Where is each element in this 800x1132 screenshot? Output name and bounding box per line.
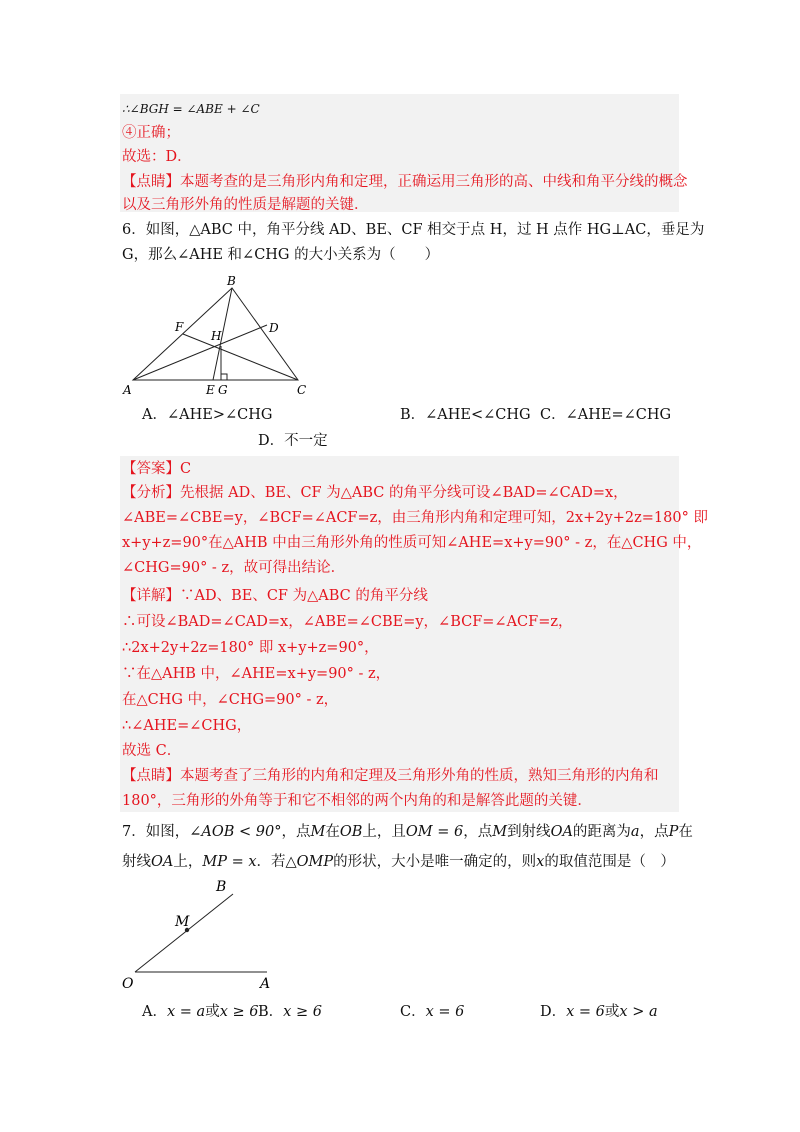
analysis-text: 先根据 AD、BE、CF 为△ABC 的角平分线可设∠BAD=∠CAD=x， xyxy=(180,485,628,501)
text: 射线 xyxy=(122,854,151,870)
q6-option-b: B．∠AHE<∠CHG xyxy=(400,407,531,423)
q6-answer xyxy=(122,459,191,479)
label-M: M xyxy=(175,914,190,930)
label-B: B xyxy=(216,879,227,895)
q6-comment-2: 180°，三角形的外角等于和它不相邻的两个内角的和是解答此题的关键． xyxy=(122,793,592,809)
q7-stem-2 xyxy=(122,852,675,872)
label-E: E xyxy=(206,383,215,397)
detail-text: ∵AD、BE、CF 为△ABC 的角平分线 xyxy=(180,588,428,604)
math: a xyxy=(630,824,640,840)
q6-stem-1: 6．如图，△ABC 中，角平分线 AD、BE、CF 相交于点 H，过 H 点作 HG⊥AC，垂足为 xyxy=(122,222,705,238)
math: x ≥ 6 xyxy=(283,1004,322,1020)
label-D: D xyxy=(269,321,279,335)
q6-analysis-4: ∠CHG=90° - z，故可得出结论． xyxy=(122,560,346,576)
q6-detail-1 xyxy=(122,586,428,606)
math: x = 6 xyxy=(566,1004,605,1020)
prev-comment-2: 以及三角形外角的性质是解题的关键． xyxy=(122,197,369,213)
math: OA xyxy=(550,824,573,840)
label-A: A xyxy=(123,383,132,397)
prev-comment-1 xyxy=(122,172,688,192)
q6-comment-1 xyxy=(122,766,659,786)
math: OM = 6 xyxy=(405,824,464,840)
detail-label: 【详解】 xyxy=(122,588,180,604)
label-O: O xyxy=(122,976,134,992)
math: M xyxy=(310,824,326,840)
q6-detail-6: ∴∠AHE=∠CHG， xyxy=(122,718,252,734)
q7-option-c xyxy=(400,1002,464,1022)
math: x = a xyxy=(166,1004,206,1020)
text: 的形状，大小是唯一确定的，则 xyxy=(333,854,537,870)
q7-option-b xyxy=(258,1002,322,1022)
label-H: H xyxy=(211,329,222,343)
prev-math-line: ∴∠BGH = ∠ABE + ∠C xyxy=(122,102,260,116)
comment-text: 本题考查了三角形的内角和定理及三角形外角的性质，熟知三角形的内角和 xyxy=(180,768,659,784)
math: x xyxy=(536,854,545,870)
text: C． xyxy=(400,1004,426,1020)
math: M xyxy=(492,824,508,840)
label-F: F xyxy=(175,320,184,334)
q7-stem-1 xyxy=(122,822,693,842)
q6-detail-4: ∵在△AHB 中，∠AHE=x+y=90° - z， xyxy=(122,666,391,682)
text: ，点 xyxy=(463,824,493,840)
analysis-label: 【分析】 xyxy=(122,485,180,501)
q6-analysis-1 xyxy=(122,483,628,503)
q6-option-d: D．不一定 xyxy=(258,433,328,449)
answer-label: 【答案】 xyxy=(122,461,180,477)
math: △OMP xyxy=(285,854,334,870)
text: 到射线 xyxy=(507,824,551,840)
text: 或 xyxy=(205,1004,220,1020)
math: P xyxy=(668,824,679,840)
text: 上， xyxy=(173,854,203,870)
text: 的取值范围是（ ） xyxy=(544,854,675,870)
text: ，点 xyxy=(281,824,311,840)
q6-figure xyxy=(120,272,320,402)
prev-line-4: ④正确； xyxy=(122,125,180,141)
q7-option-a xyxy=(142,1002,258,1022)
label-A: A xyxy=(260,976,271,992)
text: ．若 xyxy=(256,854,286,870)
q6-stem-2: G，那么∠AHE 和∠CHG 的大小关系为（ ） xyxy=(122,247,440,263)
prev-choose: 故选：D． xyxy=(122,149,192,165)
q6-detail-5: 在△CHG 中，∠CHG=90° - z， xyxy=(122,692,339,708)
label-B: B xyxy=(227,274,236,288)
q6-detail-2: ∴可设∠BAD=∠CAD=x，∠ABE=∠CBE=y，∠BCF=∠ACF=z， xyxy=(122,614,573,630)
text: 在 xyxy=(678,824,693,840)
q7-figure xyxy=(115,874,285,994)
math: OA xyxy=(151,854,174,870)
math: OB xyxy=(339,824,363,840)
text: 上，且 xyxy=(362,824,406,840)
text: ，点 xyxy=(639,824,669,840)
text: 或 xyxy=(604,1004,620,1020)
math: x = 6 xyxy=(425,1004,465,1020)
text: A． xyxy=(142,1004,167,1020)
text: B． xyxy=(258,1004,284,1020)
text: 在 xyxy=(325,824,340,840)
comment-label: 【点睛】 xyxy=(122,768,180,784)
text: D． xyxy=(540,1004,567,1020)
label-C: C xyxy=(297,383,307,397)
text: 7．如图， xyxy=(122,824,190,840)
q6-option-a: A．∠AHE>∠CHG xyxy=(142,407,273,423)
q6-detail-7: 故选 C． xyxy=(122,743,182,759)
math: MP = x xyxy=(202,854,257,870)
answer-value: C xyxy=(180,461,192,477)
q6-analysis-3: x+y+z=90°在△AHB 中由三角形外角的性质可知∠AHE=x+y=90° - z，在△CHG 中， xyxy=(122,535,702,551)
text: 的距离为 xyxy=(572,824,631,840)
q6-detail-3: ∴2x+2y+2z=180° 即 x+y+z=90°， xyxy=(122,640,379,656)
q7-option-d xyxy=(540,1002,658,1022)
q6-option-c: C．∠AHE=∠CHG xyxy=(540,407,672,423)
label-G: G xyxy=(218,383,228,397)
q6-analysis-2: ∠ABE=∠CBE=y，∠BCF=∠ACF=z，由三角形内角和定理可知，2x+2y+2z=180° 即 xyxy=(122,510,708,526)
math: x ≥ 6 xyxy=(219,1004,259,1020)
comment-text: 本题考查的是三角形内角和定理，正确运用三角形的高、中线和角平分线的概念 xyxy=(180,174,688,190)
math: x > a xyxy=(619,1004,658,1020)
comment-label: 【点睛】 xyxy=(122,174,180,190)
math: ∠AOB < 90° xyxy=(189,824,282,840)
